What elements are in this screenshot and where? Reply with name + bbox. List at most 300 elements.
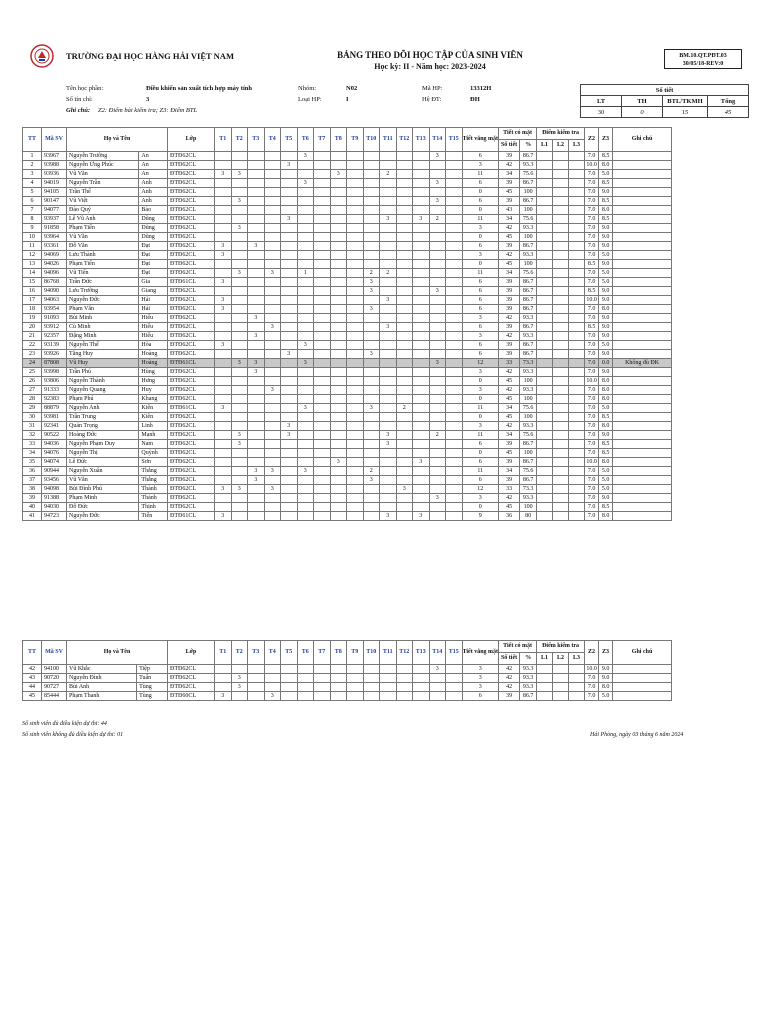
period-8-absence [330, 233, 347, 242]
student-id: 91858 [42, 224, 67, 233]
attendance-percent: 93.3 [520, 161, 537, 170]
period-15-absence [446, 674, 463, 683]
period-4-absence [264, 674, 281, 683]
attendance-percent: 93.3 [520, 251, 537, 260]
test-l1 [537, 395, 553, 404]
period-6-absence [297, 458, 314, 467]
period-10-absence [363, 440, 380, 449]
period-8-absence [330, 467, 347, 476]
row-note [613, 170, 672, 179]
period-2-absence: 3 [231, 431, 248, 440]
period-8-absence [330, 386, 347, 395]
period-1-absence [215, 440, 232, 449]
period-2-absence [231, 206, 248, 215]
score-z3: 9.0 [599, 368, 613, 377]
period-8-absence [330, 359, 347, 368]
col-period-1: T1 [215, 128, 232, 152]
score-z3: 8.0 [599, 305, 613, 314]
row-number: 7 [23, 206, 42, 215]
row-number: 37 [23, 476, 42, 485]
student-first-name: Đạt [139, 260, 168, 269]
col-period-2: T2 [231, 641, 248, 665]
test-l1 [537, 188, 553, 197]
period-2-absence [231, 422, 248, 431]
period-12-absence [396, 170, 413, 179]
test-l1 [537, 215, 553, 224]
period-8-absence [330, 332, 347, 341]
score-z3: 9.0 [599, 287, 613, 296]
period-1-absence [215, 494, 232, 503]
period-14-absence [429, 314, 446, 323]
period-15-absence [446, 305, 463, 314]
period-1-absence [215, 206, 232, 215]
student-first-name: Dũng [139, 215, 168, 224]
score-z2: 7.0 [585, 350, 599, 359]
test-l1 [537, 683, 553, 692]
period-5-absence [281, 440, 298, 449]
period-2-absence [231, 251, 248, 260]
period-14-absence: 2 [429, 215, 446, 224]
period-11-absence [380, 377, 397, 386]
row-note [613, 350, 672, 359]
period-10-absence [363, 485, 380, 494]
period-1-absence [215, 197, 232, 206]
period-9-absence [347, 152, 364, 161]
test-l2 [553, 512, 569, 521]
period-9-absence [347, 485, 364, 494]
period-1-absence [215, 287, 232, 296]
absent-periods: 0 [462, 503, 499, 512]
test-l1 [537, 413, 553, 422]
period-5-absence [281, 692, 298, 701]
period-13-absence: 3 [413, 458, 430, 467]
student-id: 93998 [42, 368, 67, 377]
period-12-absence [396, 233, 413, 242]
period-14-absence [429, 503, 446, 512]
period-11-absence [380, 458, 397, 467]
student-row [23, 242, 672, 251]
test-l1 [537, 368, 553, 377]
test-l3 [569, 458, 585, 467]
test-l3 [569, 260, 585, 269]
attendance-percent: 100 [520, 233, 537, 242]
col-period-8: T8 [330, 641, 347, 665]
period-4-absence [264, 503, 281, 512]
score-z2: 7.0 [585, 269, 599, 278]
period-1-absence: 3 [215, 278, 232, 287]
attended-periods: 34 [499, 431, 520, 440]
col-period-3: T3 [248, 128, 265, 152]
form-code-box [664, 49, 742, 69]
period-15-absence [446, 494, 463, 503]
period-1-absence [215, 413, 232, 422]
period-2-absence: 3 [231, 170, 248, 179]
period-5-absence [281, 188, 298, 197]
period-9-absence [347, 260, 364, 269]
absent-periods: 6 [462, 305, 499, 314]
col-period-12: T12 [396, 641, 413, 665]
period-3-absence [248, 494, 265, 503]
row-note [613, 683, 672, 692]
period-14-absence [429, 368, 446, 377]
attendance-percent: 86.7 [520, 197, 537, 206]
period-14-absence [429, 323, 446, 332]
period-summary-table [580, 84, 749, 118]
student-first-name: Tùng [137, 683, 168, 692]
period-9-absence [347, 692, 364, 701]
student-row [23, 305, 672, 314]
absent-periods: 6 [462, 440, 499, 449]
period-11-absence [380, 188, 397, 197]
attendance-percent: 75.6 [520, 404, 537, 413]
period-13-absence [413, 494, 430, 503]
score-z3: 9.0 [599, 242, 613, 251]
attended-periods: 39 [499, 305, 520, 314]
student-row [23, 206, 672, 215]
test-l2 [553, 476, 569, 485]
period-8-absence [330, 260, 347, 269]
attended-periods: 42 [499, 224, 520, 233]
test-l2 [553, 278, 569, 287]
period-2-absence [231, 350, 248, 359]
student-id: 88879 [42, 404, 67, 413]
period-5-absence [281, 242, 298, 251]
score-z3: 5.0 [599, 476, 613, 485]
test-l3 [569, 152, 585, 161]
period-13-absence [413, 242, 430, 251]
student-row [23, 269, 672, 278]
period-12-absence [396, 224, 413, 233]
period-12-absence [396, 422, 413, 431]
student-last-name: Nguyễn Phạm Duy [67, 440, 139, 449]
test-l2 [553, 422, 569, 431]
col-name: Họ và Tên [67, 641, 168, 665]
period-11-absence [380, 305, 397, 314]
form-revision: 30/05/18-REV:0 [682, 61, 724, 67]
period-3-absence [248, 683, 265, 692]
student-first-name: Gia [139, 278, 168, 287]
test-l1 [537, 296, 553, 305]
row-note [613, 503, 672, 512]
attendance-percent: 93.3 [520, 494, 537, 503]
attendance-percent: 93.3 [520, 224, 537, 233]
student-class: ĐTĐ62CL [168, 242, 215, 251]
period-6-absence [297, 170, 314, 179]
period-4-absence [264, 152, 281, 161]
period-15-absence [446, 206, 463, 215]
student-id: 94026 [42, 260, 67, 269]
attendance-percent: 86.7 [520, 296, 537, 305]
period-15-absence [446, 458, 463, 467]
period-13-absence [413, 377, 430, 386]
period-6-absence [297, 260, 314, 269]
attendance-percent: 86.7 [520, 476, 537, 485]
test-l2 [553, 224, 569, 233]
period-14-absence: 3 [429, 359, 446, 368]
student-id: 91093 [42, 314, 67, 323]
value-btl: 15 [663, 107, 708, 118]
period-4-absence [264, 422, 281, 431]
period-12-absence [396, 413, 413, 422]
period-15-absence [446, 359, 463, 368]
period-2-absence [231, 323, 248, 332]
score-z2: 7.0 [585, 413, 599, 422]
absent-periods: 3 [462, 674, 499, 683]
attendance-percent: 93.3 [520, 683, 537, 692]
student-row [23, 395, 672, 404]
period-15-absence [446, 467, 463, 476]
period-4-absence [264, 161, 281, 170]
test-l1 [537, 485, 553, 494]
period-11-absence [380, 476, 397, 485]
period-15-absence [446, 449, 463, 458]
test-l3 [569, 359, 585, 368]
test-l2 [553, 431, 569, 440]
student-first-name: Kiên [139, 413, 168, 422]
period-12-absence [396, 296, 413, 305]
header-total: Tổng [708, 96, 749, 107]
period-14-absence [429, 404, 446, 413]
period-3-absence [248, 161, 265, 170]
score-z2: 7.0 [585, 692, 599, 701]
test-l2 [553, 665, 569, 674]
period-15-absence [446, 413, 463, 422]
attended-periods: 42 [499, 665, 520, 674]
test-l2 [553, 359, 569, 368]
period-7-absence [314, 269, 331, 278]
period-13-absence [413, 206, 430, 215]
test-l1 [537, 386, 553, 395]
period-10-absence [363, 233, 380, 242]
period-3-absence [248, 197, 265, 206]
period-9-absence [347, 422, 364, 431]
period-5-absence [281, 503, 298, 512]
period-11-absence [380, 368, 397, 377]
student-first-name: Dũng [139, 233, 168, 242]
period-14-absence: 3 [429, 494, 446, 503]
period-14-absence [429, 512, 446, 521]
period-15-absence [446, 422, 463, 431]
student-last-name: Trần Đức [67, 278, 139, 287]
period-1-absence [215, 674, 232, 683]
period-14-absence [429, 224, 446, 233]
test-l3 [569, 242, 585, 251]
period-14-absence [429, 395, 446, 404]
student-last-name: Vũ Văn [67, 233, 139, 242]
period-15-absence [446, 269, 463, 278]
student-last-name: Nguyễn Thành [67, 377, 139, 386]
period-1-absence [215, 476, 232, 485]
period-13-absence [413, 233, 430, 242]
col-period-2: T2 [231, 128, 248, 152]
period-2-absence [231, 494, 248, 503]
test-l2 [553, 197, 569, 206]
period-5-absence: 3 [281, 215, 298, 224]
period-3-absence: 3 [248, 359, 265, 368]
test-l3 [569, 476, 585, 485]
period-1-absence: 3 [215, 512, 232, 521]
period-11-absence [380, 242, 397, 251]
test-l2 [553, 260, 569, 269]
period-3-absence: 3 [248, 476, 265, 485]
absent-periods: 3 [462, 683, 499, 692]
score-z3: 8.0 [599, 377, 613, 386]
student-first-name: An [139, 161, 168, 170]
period-6-absence [297, 251, 314, 260]
student-id: 93988 [42, 161, 67, 170]
row-note [613, 449, 672, 458]
test-l1 [537, 404, 553, 413]
test-l2 [553, 287, 569, 296]
period-7-absence [314, 179, 331, 188]
student-row [23, 314, 672, 323]
period-11-absence [380, 422, 397, 431]
note-label: Ghi chú: [66, 107, 91, 114]
period-6-absence [297, 386, 314, 395]
col-note: Ghi chú [613, 128, 672, 152]
period-12-absence [396, 332, 413, 341]
absent-periods: 6 [462, 341, 499, 350]
score-z3: 8.5 [599, 179, 613, 188]
student-class: ĐTĐ62CL [168, 152, 215, 161]
period-4-absence [264, 431, 281, 440]
student-row [23, 665, 672, 674]
test-l2 [553, 350, 569, 359]
test-l3 [569, 422, 585, 431]
row-note [613, 251, 672, 260]
attended-periods: 43 [499, 206, 520, 215]
row-number: 3 [23, 170, 42, 179]
period-5-absence [281, 476, 298, 485]
period-4-absence: 3 [264, 485, 281, 494]
period-6-absence [297, 323, 314, 332]
test-l2 [553, 296, 569, 305]
attended-periods: 45 [499, 449, 520, 458]
absent-periods: 11 [462, 170, 499, 179]
period-7-absence [314, 287, 331, 296]
student-id: 90944 [42, 467, 67, 476]
score-z3: 8.0 [599, 422, 613, 431]
period-10-absence [363, 197, 380, 206]
period-11-absence: 3 [380, 512, 397, 521]
absent-periods: 11 [462, 431, 499, 440]
student-row [23, 179, 672, 188]
score-z2: 7.0 [585, 512, 599, 521]
row-number: 11 [23, 242, 42, 251]
period-12-absence [396, 386, 413, 395]
period-11-absence [380, 413, 397, 422]
student-first-name: Giang [139, 287, 168, 296]
period-15-absence [446, 692, 463, 701]
score-z3: 8.5 [599, 503, 613, 512]
period-3-absence [248, 431, 265, 440]
attendance-table-continued [22, 640, 672, 701]
system-value: ĐH [470, 96, 480, 103]
period-8-absence [330, 368, 347, 377]
col-l2: L2 [553, 140, 569, 152]
period-10-absence [363, 377, 380, 386]
period-4-absence [264, 350, 281, 359]
test-l3 [569, 197, 585, 206]
row-note [613, 368, 672, 377]
period-7-absence [314, 341, 331, 350]
period-10-absence [363, 368, 380, 377]
period-7-absence [314, 467, 331, 476]
period-15-absence [446, 368, 463, 377]
period-10-absence [363, 503, 380, 512]
col-period-15: T15 [446, 128, 463, 152]
period-4-absence [264, 206, 281, 215]
period-9-absence [347, 386, 364, 395]
student-class: ĐTĐ62CL [168, 323, 215, 332]
period-13-absence [413, 179, 430, 188]
period-7-absence [314, 197, 331, 206]
period-8-absence [330, 197, 347, 206]
form-code: BM.10.QT.PĐT.03 [679, 53, 727, 59]
col-l3: L3 [569, 653, 585, 665]
period-9-absence [347, 431, 364, 440]
row-number: 19 [23, 314, 42, 323]
period-12-absence [396, 467, 413, 476]
row-number: 23 [23, 350, 42, 359]
student-id: 93964 [42, 233, 67, 242]
period-11-absence [380, 206, 397, 215]
score-z2: 7.0 [585, 251, 599, 260]
test-l2 [553, 485, 569, 494]
period-14-absence [429, 269, 446, 278]
period-6-absence [297, 422, 314, 431]
period-3-absence [248, 503, 265, 512]
period-7-absence [314, 359, 331, 368]
period-6-absence [297, 314, 314, 323]
score-z2: 7.0 [585, 449, 599, 458]
student-last-name: Phạm Tiến [67, 224, 139, 233]
period-13-absence [413, 188, 430, 197]
period-6-absence [297, 350, 314, 359]
period-4-absence [264, 314, 281, 323]
period-4-absence [264, 395, 281, 404]
attendance-percent: 86.7 [520, 692, 537, 701]
row-note [613, 305, 672, 314]
period-15-absence [446, 431, 463, 440]
period-10-absence [363, 512, 380, 521]
student-first-name: Linh [139, 422, 168, 431]
period-11-absence [380, 332, 397, 341]
period-1-absence: 3 [215, 485, 232, 494]
period-3-absence [248, 233, 265, 242]
period-9-absence [347, 503, 364, 512]
period-1-absence [215, 260, 232, 269]
period-3-absence [248, 692, 265, 701]
course-value: Điều khiển sản xuất tích hợp máy tính [146, 85, 252, 92]
period-9-absence [347, 395, 364, 404]
period-1-absence: 3 [215, 296, 232, 305]
period-12-absence [396, 179, 413, 188]
test-l3 [569, 170, 585, 179]
attended-periods: 42 [499, 332, 520, 341]
student-row [23, 323, 672, 332]
col-period-4: T4 [264, 641, 281, 665]
period-2-absence [231, 260, 248, 269]
period-6-absence [297, 296, 314, 305]
attendance-percent: 93.3 [520, 314, 537, 323]
absent-periods: 0 [462, 413, 499, 422]
absent-periods: 3 [462, 665, 499, 674]
col-period-12: T12 [396, 128, 413, 152]
period-9-absence [347, 242, 364, 251]
student-last-name: Đỗ Đức [67, 503, 139, 512]
period-13-absence [413, 368, 430, 377]
